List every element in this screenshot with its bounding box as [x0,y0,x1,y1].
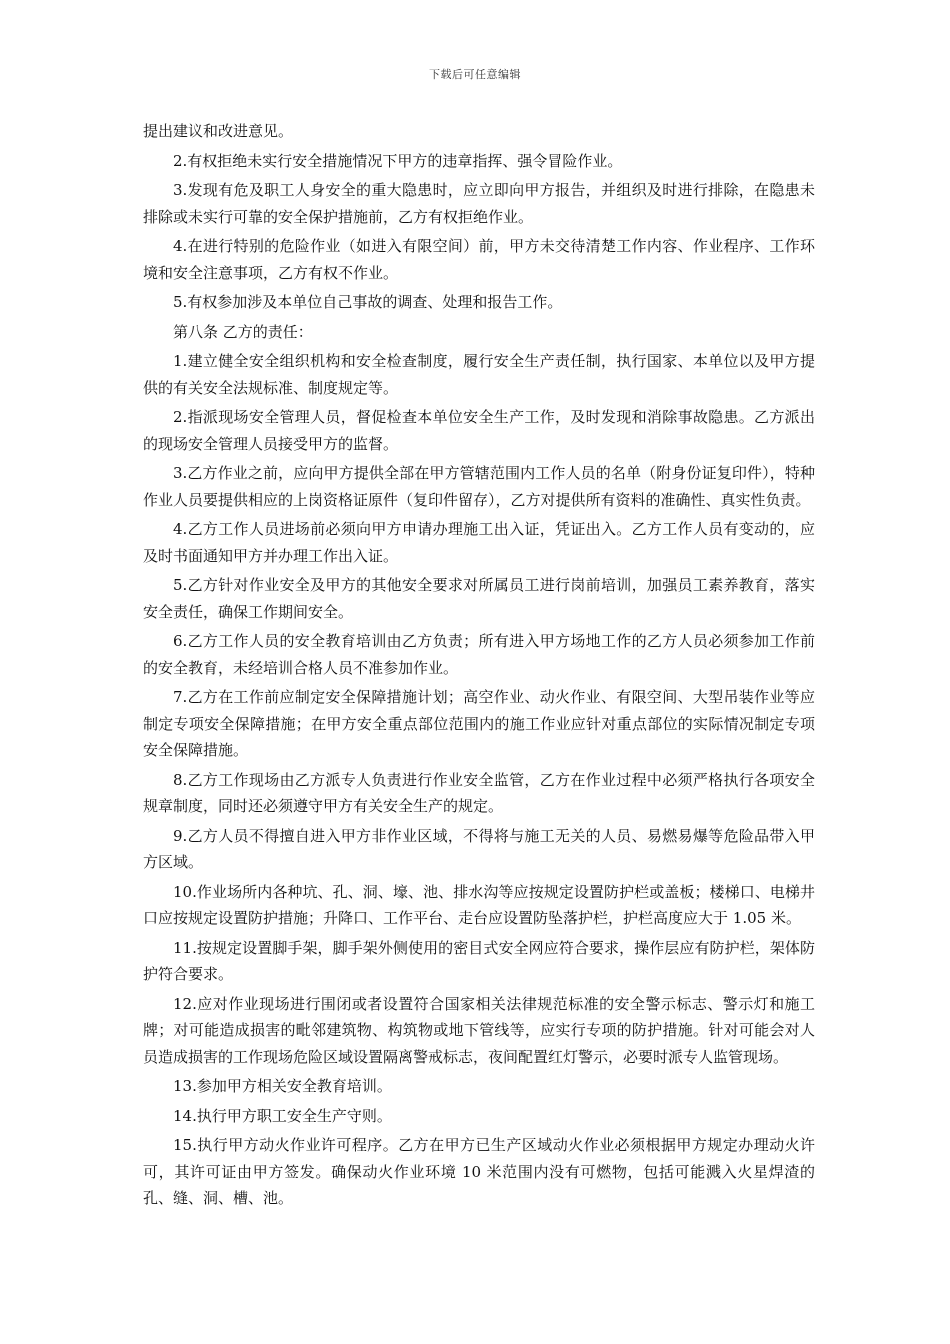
paragraph-right-4: 4.在进行特别的危险作业（如进入有限空间）前，甲方未交待清楚工作内容、作业程序、工作环境和安全注意事项，乙方有权不作业。 [143,237,815,282]
paragraph-duty-15: 15.执行甲方动火作业许可程序。乙方在甲方已生产区域动火作业必须根据甲方规定办理动火许可，其许可证由甲方签发。确保动火作业环境 10 米范围内没有可燃物，包括可能溅入火星焊渣的孔、缝、洞、槽、池。 [143,1136,815,1207]
paragraph-duty-10: 10.作业场所内各种坑、孔、洞、壕、池、排水沟等应按规定设置防护栏或盖板；楼梯口、电梯井口应按规定设置防护措施；升降口、工作平台、走台应设置防坠落护栏，护栏高度应大于 1.05 米。 [143,882,815,927]
paragraph-continuation: 提出建议和改进意见。 [143,122,294,140]
paragraph-duty-1: 1.建立健全安全组织机构和安全检查制度，履行安全生产责任制，执行国家、本单位以及甲方提供的有关安全法规标准、制度规定等。 [143,352,815,397]
paragraph-duty-12: 12.应对作业现场进行围闭或者设置符合国家相关法律规范标准的安全警示标志、警示灯和施工牌；对可能造成损害的毗邻建筑物、构筑物或地下管线等，应实行专项的防护措施。针对可能会对人员造成损害的工作现场危险区域设置隔离警戒标志，夜间配置红灯警示，必要时派专人监管现场。 [143,994,815,1066]
paragraph-duty-5: 5.乙方针对作业安全及甲方的其他安全要求对所属员工进行岗前培训，加强员工素养教育，落实安全责任，确保工作期间安全。 [143,576,815,621]
document-body [143,118,815,1215]
paragraph-duty-11: 11.按规定设置脚手架，脚手架外侧使用的密目式安全网应符合要求，操作层应有防护栏，架体防护符合要求。 [143,938,815,983]
paragraph-duty-9: 9.乙方人员不得擅自进入甲方非作业区域，不得将与施工无关的人员、易燃易爆等危险品带入甲方区域。 [143,826,815,871]
paragraph-duty-2: 2.指派现场安全管理人员，督促检查本单位安全生产工作，及时发现和消除事故隐患。乙方派出的现场安全管理人员接受甲方的监督。 [143,408,815,453]
paragraph-duty-13: 13.参加甲方相关安全教育培训。 [173,1077,392,1095]
paragraph-right-3: 3.发现有危及职工人身安全的重大隐患时，应立即向甲方报告，并组织及时进行排除，在隐患未排除或未实行可靠的安全保护措施前，乙方有权拒绝作业。 [143,181,815,226]
paragraph-right-2: 2.有权拒绝未实行安全措施情况下甲方的违章指挥、强令冒险作业。 [173,151,623,170]
paragraph-duty-8: 8.乙方工作现场由乙方派专人负责进行作业安全监管，乙方在作业过程中必须严格执行各项安全规章制度，同时还必须遵守甲方有关安全生产的规定。 [143,770,815,815]
paragraph-right-5: 5.有权参加涉及本单位自己事故的调查、处理和报告工作。 [173,293,563,311]
paragraph-duty-3: 3.乙方作业之前，应向甲方提供全部在甲方管辖范围内工作人员的名单（附身份证复印件），特种作业人员要提供相应的上岗资格证原件（复印件留存），乙方对提供所有资料的准确性、真实性负责。 [143,464,815,509]
article-8-heading: 第八条 乙方的责任： [173,322,313,341]
paragraph-duty-6: 6.乙方工作人员的安全教育培训由乙方负责；所有进入甲方场地工作的乙方人员必须参加工作前的安全教育，未经培训合格人员不准参加作业。 [143,632,815,677]
paragraph-duty-7: 7.乙方在工作前应制定安全保障措施计划；高空作业、动火作业、有限空间、大型吊装作业等应制定专项安全保障措施；在甲方安全重点部位范围内的施工作业应针对重点部位的实际情况制定专项安全保障措施。 [143,688,815,759]
page-header: 下载后可任意编辑 [429,68,521,81]
paragraph-duty-4: 4.乙方工作人员进场前必须向甲方申请办理施工出入证，凭证出入。乙方工作人员有变动的，应及时书面通知甲方并办理工作出入证。 [143,520,815,565]
paragraph-duty-14: 14.执行甲方职工安全生产守则。 [173,1106,392,1125]
